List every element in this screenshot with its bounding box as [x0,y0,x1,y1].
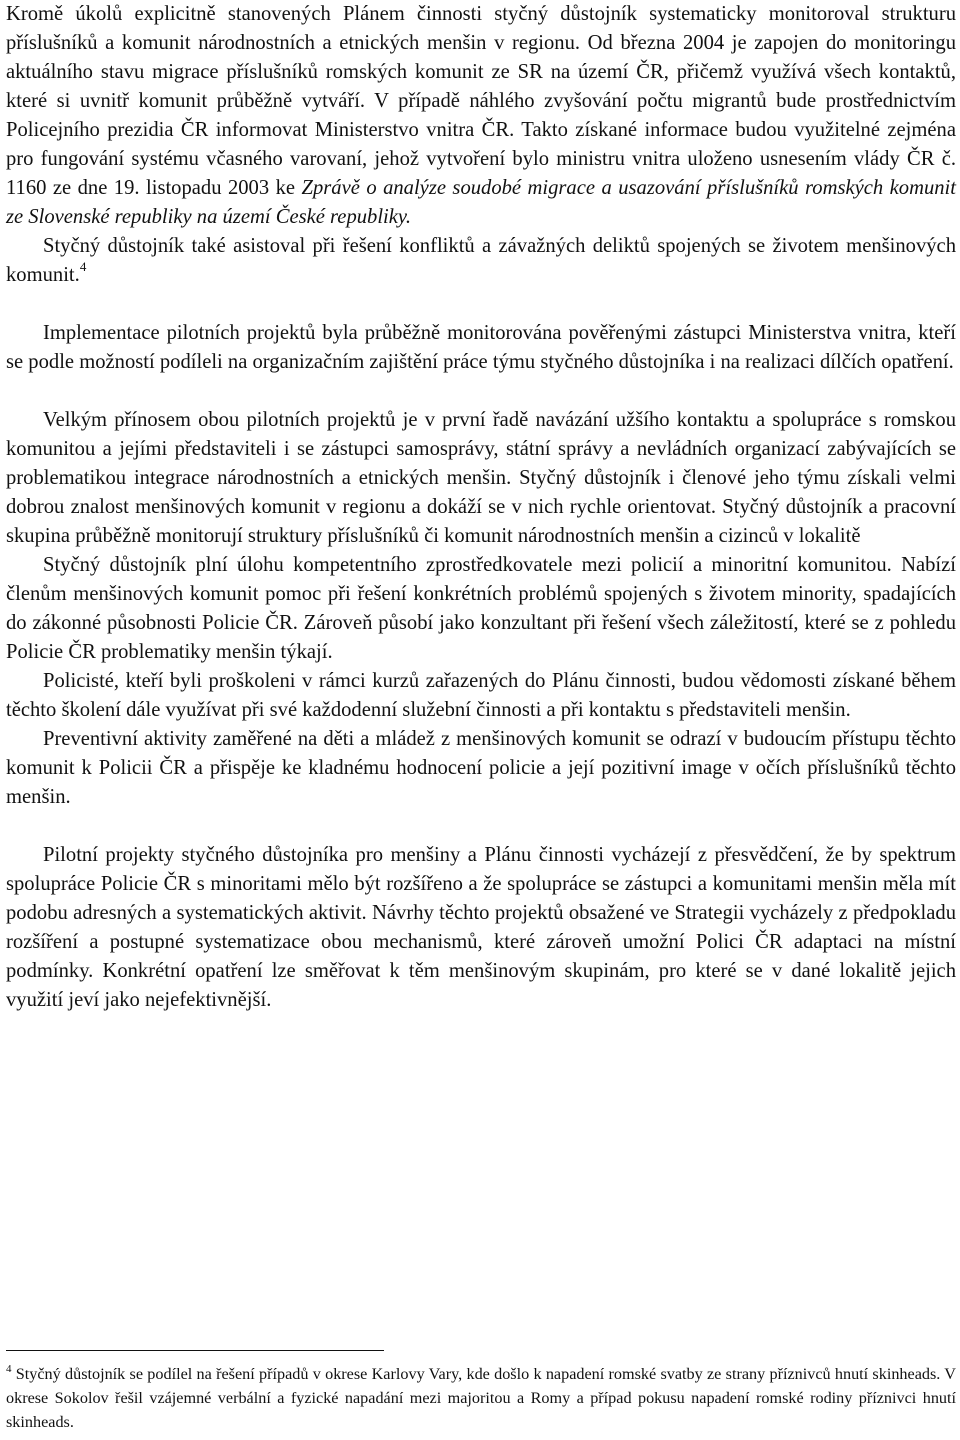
footnote-separator [6,1350,384,1351]
paragraph-benefits: Velkým přínosem obou pilotních projektů je v první řadě navázání užšího kontaktu a spolupráce s romskou komunitou a jejími představiteli i se zástupci samosprávy, státní správy a nevládních organizací zabývajících se problematikou integrace národnostních a etnických menšin. Styčný důstojník i členové jeho týmu získali velmi dobrou znalost menšinových komunit v regionu a dokáží se v nich rychle orientovat. Styčný důstojník a pracovní skupina průběžně monitorují struktury příslušníků či komunit národnostních menšin a cizinců v lokalitě [6,409,956,547]
paragraph-liaison-role: Styčný důstojník plní úlohu kompetentního zprostředkovatele mezi policií a minoritní komunitou. Nabízí členům menšinových komunit pomoc při řešení konkrétních problémů spojených s životem minority, spadajících do zákonné působnosti Policie ČR. Zároveň působí jako konzultant při řešení všech záležitostí, které se z pohledu Policie ČR problematiky menšin týkají. [6,554,956,663]
document-body [6,0,956,1015]
footnote-number: 4 [6,1362,12,1375]
paragraph-monitoring-text: Kromě úkolů explicitně stanovených Plánem činnosti styčný důstojník systematicky monitoroval strukturu příslušníků a komunit národnostních a etnických menšin v regionu. Od března 2004 je zapojen do monitoringu aktuálního stavu migrace příslušníků romských komunit ze SR na území ČR, přičemž využívá všech kontaktů, které si uvnitř komunit průběžně vytváří. V případě náhlého zvyšování počtu migrantů bude prostřednictvím Policejního prezidia ČR informovat Ministerstvo vnitra ČR. Takto získané informace budou využitelné zejména pro fungování systému včasného varovaní, jehož vytvoření bylo ministru vnitra uloženo usnesením vlády ČR č. 1160 ze dne 19. listopadu 2003 ke [6,3,956,199]
report-title-italic: Zprávě o analýze soudobé migrace a usazování příslušníků romských komunit ze Slovenské republiky na území České republiky. [6,177,956,228]
footnote-text: Styčný důstojník se podílel na řešení případů v okrese Karlovy Vary, kde došlo k napadení romské svatby ze strany příznivců hnutí skinheads. V okrese Sokolov řešil vzájemné verbální a fyzické napadání mezi majoritou a Romy a případ pokusu napadení romské rodiny příznivci hnutí skinheads. [6,1365,956,1431]
footnote-reference[interactable]: 4 [79,259,87,275]
paragraph-conflicts-text: Styčný důstojník také asistoval při řešení konfliktů a závažných deliktů spojených se životem menšinových komunit. [6,235,956,286]
paragraph-conflicts [6,232,956,290]
paragraph-monitoring [6,0,956,232]
paragraph-preventive: Preventivní aktivity zaměřené na děti a mládež z menšinových komunit se odrazí v budoucím přístupu těchto komunit k Policii ČR a přispěje ke kladnému hodnocení policie a její pozitivní image v očích příslušníků těchto menšin. [6,728,956,808]
paragraph-pilot-projects: Pilotní projekty styčného důstojníka pro menšiny a Plánu činnosti vycházejí z přesvědčení, že by spektrum spolupráce Policie ČR s minoritami mělo být rozšířeno a že spolupráce se zástupci a komunitami menšin měla mít podobu adresných a systematických aktivit. Návrhy těchto projektů obsažené ve Strategii vycházely z předpokladu rozšíření a postupné systematizace obou mechanismů, které zároveň umožní Polici ČR adaptaci na místní podmínky. Konkrétní opatření lze směřovat k těm menšinovým skupinám, pro které se v dané lokalitě jejich využití jeví jako nejefektivnější. [6,844,956,1011]
paragraph-implementation: Implementace pilotních projektů byla průběžně monitorována pověřenými zástupci Ministerstva vnitra, kteří se podle možností podíleli na organizačním zajištění práce týmu styčného důstojníka i na realizaci dílčích opatření. [6,322,956,373]
paragraph-trained-police: Policisté, kteří byli proškoleni v rámci kurzů zařazených do Plánu činnosti, budou vědomosti získané během těchto školení dále využívat při své každodenní služební činnosti a při kontaktu s představiteli menšin. [6,670,956,721]
footnote [6,1362,956,1434]
